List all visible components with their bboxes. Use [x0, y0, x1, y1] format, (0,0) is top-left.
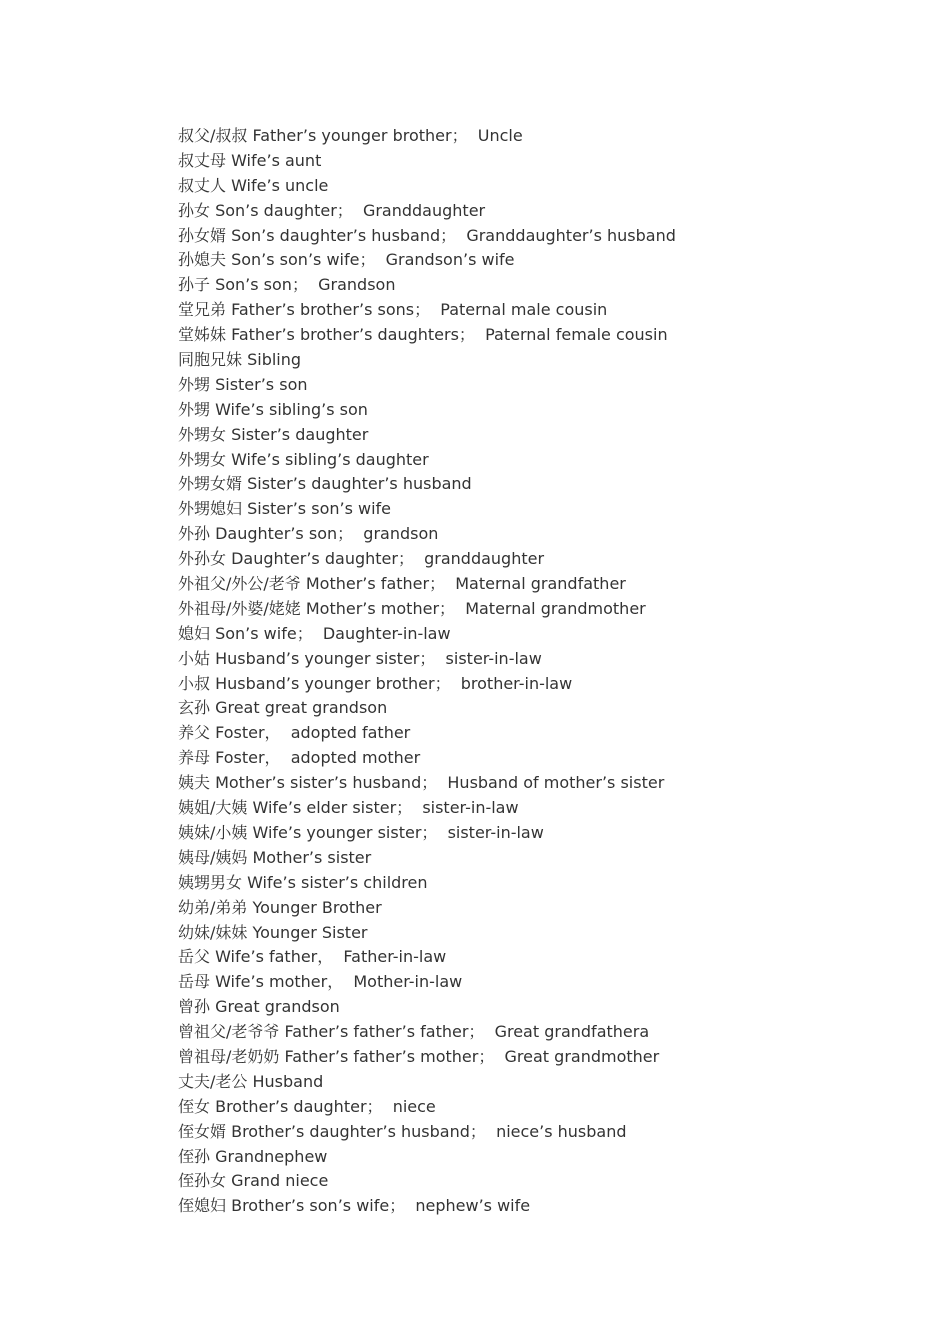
entry-text: 外甥 Sister’s son — [178, 374, 308, 394]
list-item — [178, 746, 898, 771]
kinship-term-list — [178, 124, 898, 1219]
entry-text: 玄孙 Great great grandson — [178, 698, 388, 718]
list-item — [178, 846, 898, 871]
entry-text: 姨母/姨妈 Mother’s sister — [178, 847, 372, 867]
list-item — [178, 448, 898, 473]
list-item — [178, 771, 898, 796]
entry-text: 侄孙 Grandnephew — [178, 1146, 328, 1166]
list-item — [178, 472, 898, 497]
entry-text: 养父 Foster， adopted father — [178, 723, 411, 743]
list-item — [178, 1095, 898, 1120]
entry-text: 侄女 Brother’s daughter； niece — [178, 1096, 436, 1116]
list-item — [178, 348, 898, 373]
list-item — [178, 1070, 898, 1095]
list-item — [178, 323, 898, 348]
list-item — [178, 124, 898, 149]
list-item — [178, 423, 898, 448]
list-item — [178, 1045, 898, 1070]
list-item — [178, 896, 898, 921]
entry-text: 幼妹/妹妹 Younger Sister — [178, 922, 368, 942]
list-item — [178, 248, 898, 273]
entry-text: 侄媳妇 Brother’s son’s wife； nephew’s wife — [178, 1196, 531, 1216]
entry-text: 小姑 Husband’s younger sister； sister-in-law — [178, 648, 542, 668]
list-item — [178, 821, 898, 846]
entry-text: 侄女婿 Brother’s daughter’s husband； niece’s husband — [178, 1121, 627, 1141]
entry-text: 孙女婿 Son’s daughter’s husband； Granddaughter’s husband — [178, 225, 676, 245]
entry-text: 堂兄弟 Father’s brother’s sons； Paternal male cousin — [178, 300, 608, 320]
entry-text: 堂姊妹 Father’s brother’s daughters； Paternal female cousin — [178, 325, 668, 345]
list-item — [178, 995, 898, 1020]
list-item — [178, 970, 898, 995]
entry-text: 姨妹/小姨 Wife’s younger sister； sister-in-law — [178, 822, 544, 842]
entry-text: 曾祖母/老奶奶 Father’s father’s mother； Great grandmother — [178, 1046, 660, 1066]
entry-text: 姨姐/大姨 Wife’s elder sister； sister-in-law — [178, 798, 519, 818]
list-item — [178, 945, 898, 970]
list-item — [178, 796, 898, 821]
entry-text: 孙子 Son’s son； Grandson — [178, 275, 396, 295]
entry-text: 叔丈人 Wife’s uncle — [178, 175, 329, 195]
list-item — [178, 572, 898, 597]
list-item — [178, 696, 898, 721]
entry-text: 外孙女 Daughter’s daughter； granddaughter — [178, 549, 545, 569]
list-item — [178, 1020, 898, 1045]
list-item — [178, 497, 898, 522]
list-item — [178, 273, 898, 298]
entry-text: 外甥 Wife’s sibling’s son — [178, 399, 368, 419]
entry-text: 养母 Foster， adopted mother — [178, 748, 421, 768]
entry-text: 幼弟/弟弟 Younger Brother — [178, 897, 382, 917]
list-item — [178, 1145, 898, 1170]
entry-text: 侄孙女 Grand niece — [178, 1171, 329, 1191]
list-item — [178, 547, 898, 572]
entry-text: 外甥女 Wife’s sibling’s daughter — [178, 449, 429, 469]
list-item — [178, 871, 898, 896]
entry-text: 同胞兄妹 Sibling — [178, 350, 302, 370]
entry-text: 岳母 Wife’s mother， Mother-in-law — [178, 972, 463, 992]
entry-text: 孙媳夫 Son’s son’s wife； Grandson’s wife — [178, 250, 515, 270]
entry-text: 曾祖父/老爷爷 Father’s father’s father； Great grandfathera — [178, 1022, 650, 1042]
entry-text: 外甥女 Sister’s daughter — [178, 424, 369, 444]
entry-text: 叔丈母 Wife’s aunt — [178, 150, 322, 170]
list-item — [178, 597, 898, 622]
entry-text: 曾孙 Great grandson — [178, 997, 340, 1017]
entry-text: 姨甥男女 Wife’s sister’s children — [178, 872, 428, 892]
entry-text: 丈夫/老公 Husband — [178, 1071, 324, 1091]
list-item — [178, 1169, 898, 1194]
list-item — [178, 1194, 898, 1219]
list-item — [178, 373, 898, 398]
list-item — [178, 174, 898, 199]
entry-text: 孙女 Son’s daughter； Granddaughter — [178, 200, 486, 220]
list-item — [178, 224, 898, 249]
entry-text: 外祖母/外婆/姥姥 Mother’s mother； Maternal grandmother — [178, 598, 646, 618]
entry-text: 外甥媳妇 Sister’s son’s wife — [178, 499, 392, 519]
list-item — [178, 298, 898, 323]
list-item — [178, 921, 898, 946]
list-item — [178, 199, 898, 224]
list-item — [178, 1120, 898, 1145]
entry-text: 媳妇 Son’s wife； Daughter-in-law — [178, 623, 451, 643]
entry-text: 外孙 Daughter’s son； grandson — [178, 524, 439, 544]
entry-text: 外甥女婿 Sister’s daughter’s husband — [178, 474, 472, 494]
list-item — [178, 622, 898, 647]
list-item — [178, 149, 898, 174]
entry-text: 小叔 Husband’s younger brother； brother-in-law — [178, 673, 573, 693]
list-item — [178, 647, 898, 672]
entry-text: 叔父/叔叔 Father’s younger brother； Uncle — [178, 126, 523, 145]
list-item — [178, 721, 898, 746]
list-item — [178, 522, 898, 547]
entry-text: 外祖父/外公/老爷 Mother’s father； Maternal grandfather — [178, 574, 626, 594]
entry-text: 岳父 Wife’s father， Father-in-law — [178, 947, 447, 967]
list-item — [178, 672, 898, 697]
list-item — [178, 398, 898, 423]
entry-text: 姨夫 Mother’s sister’s husband； Husband of mother’s sister — [178, 773, 665, 793]
